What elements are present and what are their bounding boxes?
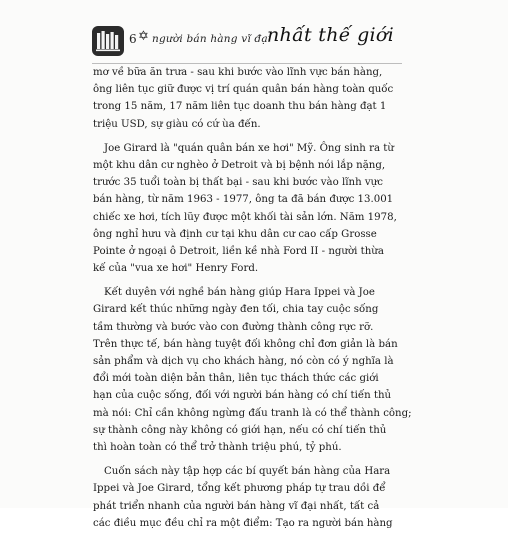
running-title-small: người bán hàng vĩ đại [152,33,272,45]
text-line: kế của "vua xe hơi" Henry Ford. [93,263,259,275]
body-text [93,64,412,539]
text-line: mà nói: Chỉ cần không ngừng đấu tranh là có thể thành công; [93,407,412,419]
text-line: Kết duyên với nghề bán hàng giúp Hara Ippei và Joe [104,287,375,299]
running-title-big: nhất thế giới [267,24,395,46]
text-line: chiếc xe hơi, tích lũy được một khối tài sản lớn. Năm 1978, [93,211,397,223]
text-line: một khu dân cư nghèo ở Detroit và bị bệnh nói lắp nặng, [93,159,386,171]
text-line: sản phẩm và dịch vụ cho khách hàng, nó còn có ý nghĩa là [93,356,394,367]
text-line: triệu USD, sự giàu có cứ ùa đến. [93,118,261,130]
page-number: 6 [129,32,137,46]
text-line: trước 35 tuổi toàn bị thất bại - sau khi bước vào lĩnh vực [93,177,383,189]
text-line: hạn của cuộc sống, đối với người bán hàng có chí tiến thủ [93,390,392,402]
star-icon: ✡ [138,29,149,44]
text-line: bán hàng, từ năm 1963 - 1977, ông ta đã bán được 13.001 [93,194,394,206]
text-line: Pointe ở ngoại ô Detroit, liền kề nhà Ford II - người thừa [93,245,384,257]
books-logo-icon [92,26,124,56]
text-line: Ippei và Joe Girard, tổng kết phương pháp tự trau dồi để [93,483,386,495]
text-line: Trên thực tế, bán hàng tuyệt đối không chỉ đơn giản là bán [93,338,398,350]
paragraph-3 [93,284,412,456]
text-line: Joe Girard là "quán quân bán xe hơi" Mỹ. Ông sinh ra từ [104,142,394,154]
text-line: ông nghỉ hưu và định cư tại khu dân cư cao cấp Grosse [93,228,377,240]
paragraph-4 [93,463,405,532]
text-line: thì hoàn toàn có thể trở thành triệu phú, tỷ phú. [93,441,342,453]
paragraph-2 [93,140,405,278]
text-line: tầm thường và bước vào con đường thành công rực rỡ. [93,321,374,333]
text-line: mơ về bữa ăn trưa - sau khi bước vào lĩnh vực bán hàng, [93,67,383,78]
running-header [92,22,432,62]
text-line: Girard kết thúc những ngày đen tối, chia tay cuộc sống [93,304,379,316]
paragraph-1 [93,64,405,133]
text-line: các điều mục đều chỉ ra một điểm: Tạo ra người bán hàng [93,517,393,529]
text-line: Cuốn sách này tập hợp các bí quyết bán hàng của Hara [104,466,391,478]
text-line: phát triển nhanh của người bán hàng vĩ đại nhất, tất cả [93,500,380,512]
text-line: trong 15 năm, 17 năm liên tục doanh thu bán hàng đạt 1 [93,101,387,113]
text-line: sự thành công này không có giới hạn, nếu có chí tiến thủ [93,424,387,436]
text-line: ông liên tục giữ được vị trí quán quân bán hàng toàn quốc [93,84,394,96]
text-line: đổi mới toàn diện bản thân, liên tục thách thức các giới [93,373,379,385]
